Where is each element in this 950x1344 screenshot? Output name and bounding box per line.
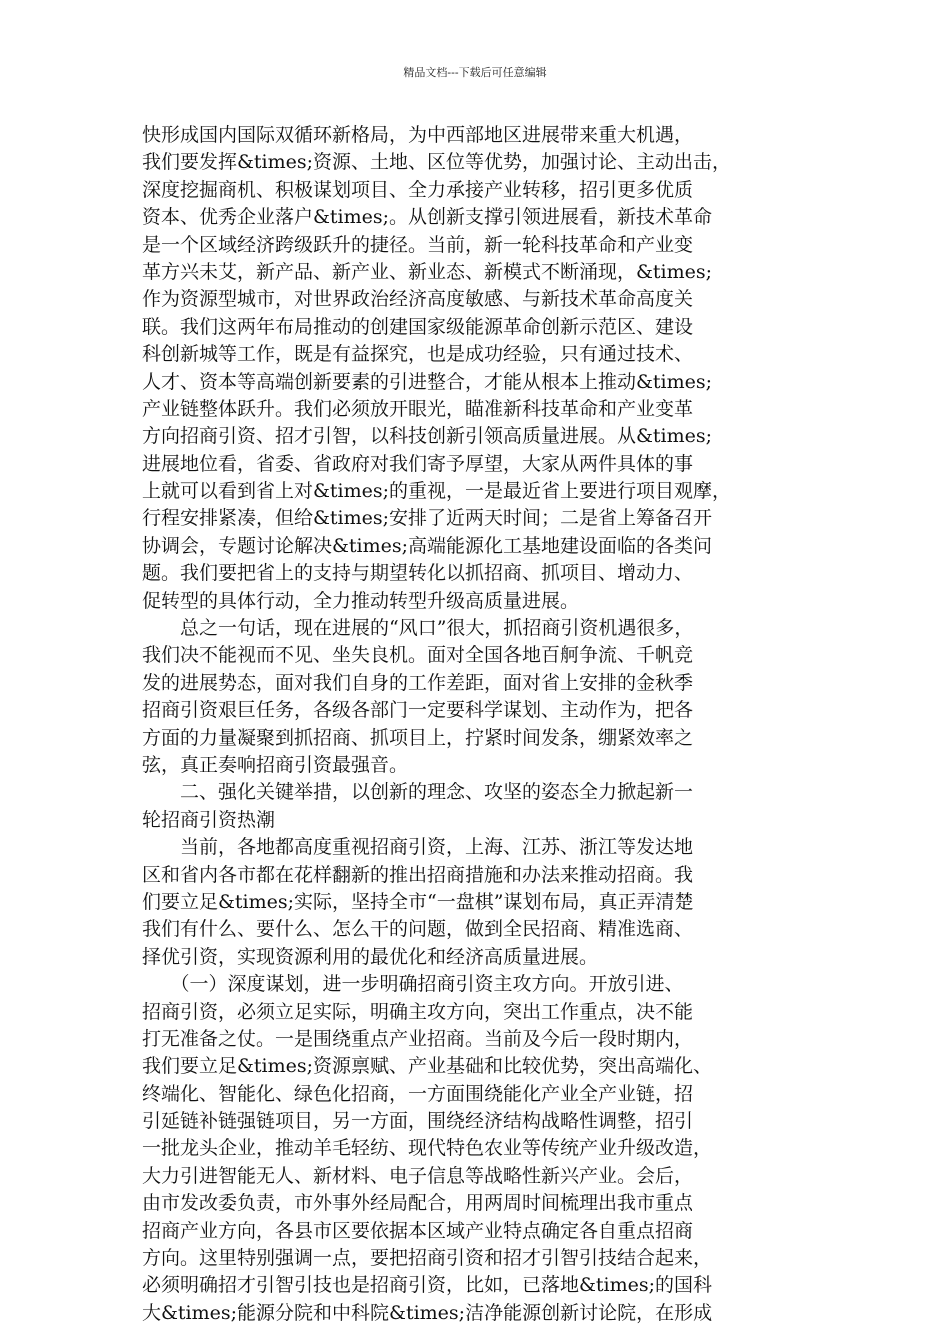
- text-line: 弦，真正奏响招商引资最强音。: [142, 753, 409, 776]
- text-line: 大&times;能源分院和中科院&times;洁净能源创新讨论院，在形成: [142, 1301, 713, 1324]
- text-line: 择优引资，实现资源利用的最优化和经济高质量进展。: [142, 945, 599, 968]
- text-line: 题。我们要把省上的支持与期望转化以抓招商、抓项目、增动力、: [142, 562, 694, 585]
- text-line: 我们有什么、要什么、怎么干的问题，做到全民招商、精准选商、: [142, 918, 694, 941]
- text-line: 二、强化关键举措，以创新的理念、攻坚的姿态全力掀起新一: [142, 781, 694, 804]
- text-line: 作为资源型城市，对世界政治经济高度敏感、与新技术革命高度关: [142, 288, 694, 311]
- text-line: 产业链整体跃升。我们必须放开眼光，瞄准新科技革命和产业变革: [142, 397, 694, 420]
- document-body: [142, 122, 808, 1327]
- text-line: 科创新城等工作，既是有益探究，也是成功经验，只有通过技术、: [142, 343, 694, 366]
- text-line: 资本、优秀企业落户&times;。从创新支撑引领进展看，新技术革命: [142, 206, 713, 229]
- text-line: 招商产业方向，各县市区要依据本区域产业特点确定各自重点招商: [142, 1219, 694, 1242]
- text-line: 深度挖掘商机、积极谋划项目、全力承接产业转移，招引更多优质: [142, 178, 694, 201]
- text-line: 必须明确招才引智引技也是招商引资，比如，已落地&times;的国科: [142, 1274, 713, 1297]
- text-line: 一批龙头企业，推动羊毛轻纺、现代特色农业等传统产业升级改造，: [142, 1137, 713, 1160]
- text-line: 我们决不能视而不见、坐失良机。面对全国各地百舸争流、千帆竞: [142, 644, 694, 667]
- text-line: 是一个区域经济跨级跃升的捷径。当前，新一轮科技革命和产业变: [142, 233, 694, 256]
- text-line: 协调会，专题讨论解决&times;高端能源化工基地建设面临的各类问: [142, 534, 713, 557]
- text-line: 革方兴未艾，新产品、新产业、新业态、新模式不断涌现，&times;: [142, 260, 713, 283]
- text-line: 我们要发挥&times;资源、土地、区位等优势，加强讨论、主动出击，: [142, 151, 732, 174]
- page-header: 精品文档---下载后可任意编辑: [403, 66, 547, 79]
- text-line: 进展地位看，省委、省政府对我们寄予厚望，大家从两件具体的事: [142, 452, 694, 475]
- text-line: 轮招商引资热潮: [142, 808, 276, 831]
- text-line: 招商引资，必须立足实际，明确主攻方向，突出工作重点，决不能: [142, 1000, 694, 1023]
- text-line: （一）深度谋划，进一步明确招商引资主攻方向。开放引进、: [142, 973, 684, 996]
- text-line: 总之一句话，现在进展的“风口”很大，抓招商引资机遇很多，: [142, 617, 694, 640]
- text-line: 引延链补链强链项目，另一方面，围绕经济结构战略性调整，招引: [142, 1110, 694, 1133]
- text-line: 打无准备之仗。一是围绕重点产业招商。当前及今后一段时期内，: [142, 1027, 694, 1050]
- text-line: 联。我们这两年布局推动的创建国家级能源革命创新示范区、建设: [142, 315, 694, 338]
- text-line: 由市发改委负责，市外事外经局配合，用两周时间梳理出我市重点: [142, 1192, 694, 1215]
- text-line: 行程安排紧凑，但给&times;安排了近两天时间；二是省上筹备召开: [142, 507, 713, 530]
- text-line: 快形成国内国际双循环新格局，为中西部地区进展带来重大机遇，: [142, 124, 694, 146]
- text-line: 招商引资艰巨任务，各级各部门一定要科学谋划、主动作为，把各: [142, 699, 694, 722]
- text-line: 当前，各地都高度重视招商引资，上海、江苏、浙江等发达地: [142, 836, 694, 859]
- text-line: 促转型的具体行动，全力推动转型升级高质量进展。: [142, 589, 580, 612]
- text-line: 我们要立足&times;资源禀赋、产业基础和比较优势，突出高端化、: [142, 1055, 713, 1078]
- text-line: 发的进展势态，面对我们自身的工作差距，面对省上安排的金秋季: [142, 671, 694, 694]
- text-line: 人才、资本等高端创新要素的引进整合，才能从根本上推动&times;: [142, 370, 713, 393]
- text-line: 上就可以看到省上对&times;的重视，一是最近省上要进行项目观摩，: [142, 480, 732, 503]
- text-line: 方向。这里特别强调一点，要把招商引资和招才引智引技结合起来，: [142, 1247, 713, 1270]
- text-line: 终端化、智能化、绿色化招商，一方面围绕能化产业全产业链，招: [142, 1082, 694, 1105]
- text-line: 方向招商引资、招才引智，以科技创新引领高质量进展。从&times;: [142, 425, 713, 448]
- text-line: 方面的力量凝聚到抓招商、抓项目上，拧紧时间发条，绷紧效率之: [142, 726, 694, 749]
- text-line: 大力引进智能无人、新材料、电子信息等战略性新兴产业。会后，: [142, 1164, 694, 1187]
- text-line: 区和省内各市都在花样翻新的推出招商措施和办法来推动招商。我: [142, 863, 694, 886]
- text-line: 们要立足&times;实际，坚持全市“一盘棋”谋划布局，真正弄清楚: [142, 890, 694, 913]
